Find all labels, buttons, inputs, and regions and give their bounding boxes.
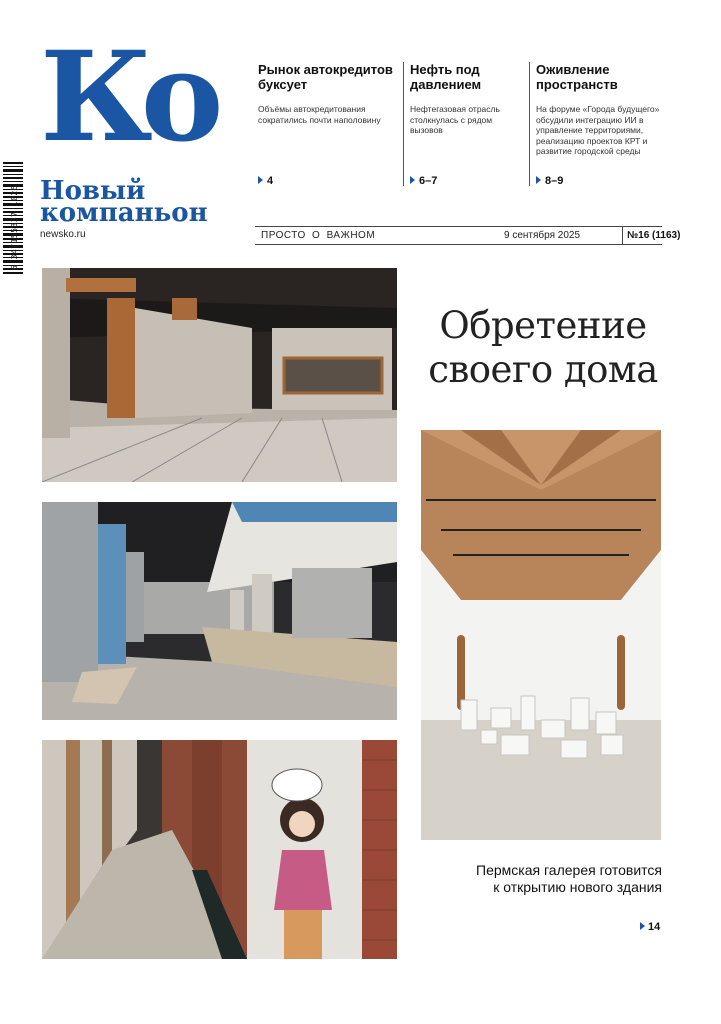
teaser-page-ref: 8–9 <box>536 175 563 187</box>
site-url: newsko.ru <box>40 229 86 240</box>
teaser-text: На форуме «Города будущего» обсудили интеграцию ИИ в управление территориями, реализацию проектов КРТ и развитие городской среды <box>536 104 660 156</box>
issue-number: №16 (1163) <box>627 230 681 241</box>
main-headline[interactable] <box>418 304 668 392</box>
logo-ko: Ко <box>40 25 212 170</box>
teaser-car-loans[interactable] <box>258 62 398 186</box>
logo-line-2: компаньон <box>40 198 208 228</box>
photo-vaulted-gallery <box>421 430 661 840</box>
headline-line-2: своего дома <box>428 348 658 391</box>
teaser-divider <box>529 62 530 186</box>
photo-corridor <box>42 740 397 959</box>
teaser-text: Нефтегазовая отрасль столкнулась с рядом вызовов <box>410 104 500 135</box>
teaser-oil[interactable] <box>410 62 522 186</box>
teaser-title: Рынок автокредитов буксует <box>258 62 393 92</box>
caption-line-1: Пермская галерея готовится <box>476 862 662 878</box>
teaser-spaces[interactable] <box>536 62 664 186</box>
teaser-text: Объёмы автокредитования сократились почти наполовину <box>258 104 381 125</box>
teaser-page-ref: 4 <box>258 175 273 187</box>
slogan: ПРОСТО О ВАЖНОМ <box>261 230 376 241</box>
issue-date: 9 сентября 2025 <box>504 230 581 241</box>
main-story-page-ref: 14 <box>640 921 660 933</box>
main-caption <box>418 862 662 896</box>
infobar-separator <box>622 226 623 244</box>
infobar-top-rule <box>255 226 662 227</box>
headline-line-1: Обретение <box>439 304 647 347</box>
teaser-divider <box>403 62 404 186</box>
logo-wordmark <box>40 176 208 228</box>
photo-hall-portals <box>42 268 397 482</box>
teaser-title: Нефть под давлением <box>410 62 482 92</box>
teaser-page-ref: 6–7 <box>410 175 437 187</box>
caption-line-2: к открытию нового здания <box>493 879 662 895</box>
teaser-title: Оживление пространств <box>536 62 618 92</box>
infobar-bottom-rule <box>255 244 662 245</box>
logo-line-1: Новый <box>40 176 146 206</box>
photo-hall-platform <box>42 502 397 720</box>
barcode-number: 6 347155337 1026 <box>10 184 19 270</box>
